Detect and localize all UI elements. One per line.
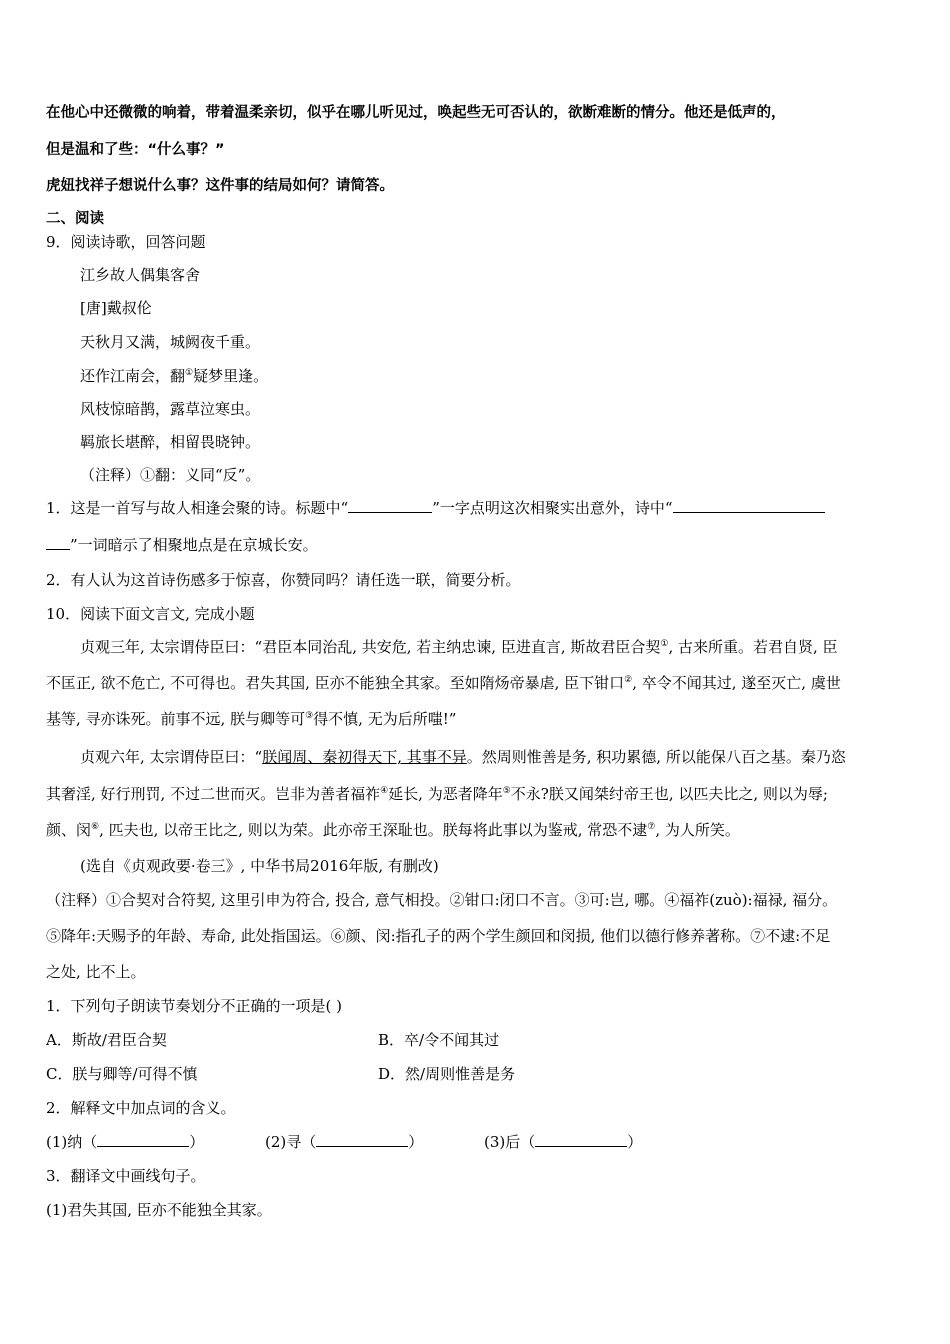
option-b[interactable]: B．卒/令不闻其过 [378,1031,500,1049]
q10-p1-line2: 不匡正, 欲不危亡, 不可得也。君失其国, 臣亦不能独全其家。至如隋炀帝暴虐, 臣下钳口②, 卒令不闻其过, 遂至灭亡, 虞世 [46,674,841,692]
q10-p2-line2: 其奢淫, 好行刑罚, 不过二世而灭。岂非为善者福祚④延长, 为恶者降年⑤不永?朕又闻桀纣帝王也, 以匹夫比之, 则以为辱; [46,785,828,803]
q10-p2-line1: 贞观六年, 太宗谓侍臣曰：“朕闻周、秦初得天下, 其事不异。然周则惟善是务, 积功累德, 所以能保八百之基。秦乃恣 [80,748,846,766]
q10-note-line2: ⑤降年:天赐予的年龄、寿命, 此处指国运。⑥颜、闵:指孔子的两个学生颜回和闵损, 他们以德行修养著称。⑦不逮:不足 [46,927,831,945]
passage-question: 虎妞找祥子想说什么事？这件事的结局如何？请简答。 [46,178,394,194]
q10-sub2-item2: (2)寻（ ） [265,1133,424,1151]
option-c[interactable]: C．朕与卿等/可得不慎 [46,1065,198,1083]
answer-blank-2b[interactable] [46,535,70,550]
poem-line-4: 羁旅长堪醉，相留畏晓钟。 [80,433,261,451]
q9-heading: 9．阅读诗歌，回答问题 [46,233,206,251]
q10-sub3-item1: (1)君失其国, 臣亦不能独全其家。 [46,1201,272,1219]
poem-line-1: 天秋月又满，城阙夜千重。 [80,333,261,351]
poem-line-3: 风枝惊暗鹊，露草泣寒虫。 [80,400,261,418]
q10-p2-line3: 颜、闵⑥, 匹夫也, 以帝王比之, 则以为荣。此亦帝王深耻也。朕每将此事以为鉴戒, 常恐不逮⑦, 为人所笑。 [46,821,740,839]
q10-source: (选自《贞观政要·卷三》, 中华书局2016年版, 有删改) [80,857,439,875]
section-title: 二、阅读 [46,211,104,227]
q10-note-line1: （注释）①合契对合符契, 这里引申为符合, 投合, 意气相投。②钳口:闭口不言。③可:岂, 哪。④福祚(zuò):福禄, 福分。 [46,891,838,909]
poem-note: （注释）①翻：义同“反”。 [80,466,261,484]
q10-sub1: 1．下列句子朗读节奏划分不正确的一项是( ) [46,997,343,1015]
answer-blank-hou[interactable] [535,1132,627,1147]
q10-p1-line3: 基等, 寻亦诛死。前事不远, 朕与卿等可③得不慎, 无为后所嗤!” [46,710,457,728]
q9-sub2: 2．有人认为这首诗伤感多于惊喜，你赞同吗？请任选一联，简要分析。 [46,571,521,589]
answer-blank-na[interactable] [97,1132,189,1147]
q10-sub2: 2．解释文中加点词的含义。 [46,1099,236,1117]
poem-line-2: 还作江南会，翻①疑梦里逢。 [80,367,269,385]
q10-heading: 10．阅读下面文言文, 完成小题 [46,605,255,623]
q10-note-line3: 之处, 比不上。 [46,963,146,981]
underlined-sentence: 朕闻周、秦初得天下, 其事不异 [262,748,467,766]
q10-sub2-item3: (3)后（ ） [484,1133,643,1151]
option-a[interactable]: A．斯故/君臣合契 [46,1031,167,1049]
option-d[interactable]: D．然/周则惟善是务 [378,1065,516,1083]
answer-blank-2a[interactable] [673,498,825,513]
q10-p1-line1: 贞观三年, 太宗谓侍臣曰：“君臣本同治乱, 共安危, 若主纳忠谏, 臣进直言, 斯故君臣合契①, 古来所重。若君自贤, 臣 [80,638,838,656]
passage-line-2: 但是温和了些：“什么事？” [46,142,225,158]
q10-sub2-item1: (1)纳（ ） [46,1133,205,1151]
poem-author: [唐]戴叔伦 [80,299,152,317]
passage-line-1: 在他心中还微微的响着，带着温柔亲切，似乎在哪儿听见过，唤起些无可否认的，欲断难断的情分。他还是低声的， [46,105,786,121]
q10-sub3: 3．翻译文中画线句子。 [46,1167,206,1185]
q9-sub1-cont: ”一词暗示了相聚地点是在京城长安。 [46,535,318,555]
poem-title: 江乡故人偶集客舍 [80,266,201,284]
answer-blank-xun[interactable] [316,1132,408,1147]
answer-blank-1[interactable] [348,498,432,513]
q9-sub1: 1．这是一首写与故人相逢会聚的诗。标题中“ ”一字点明这次相聚实出意外，诗中“ [46,498,825,518]
